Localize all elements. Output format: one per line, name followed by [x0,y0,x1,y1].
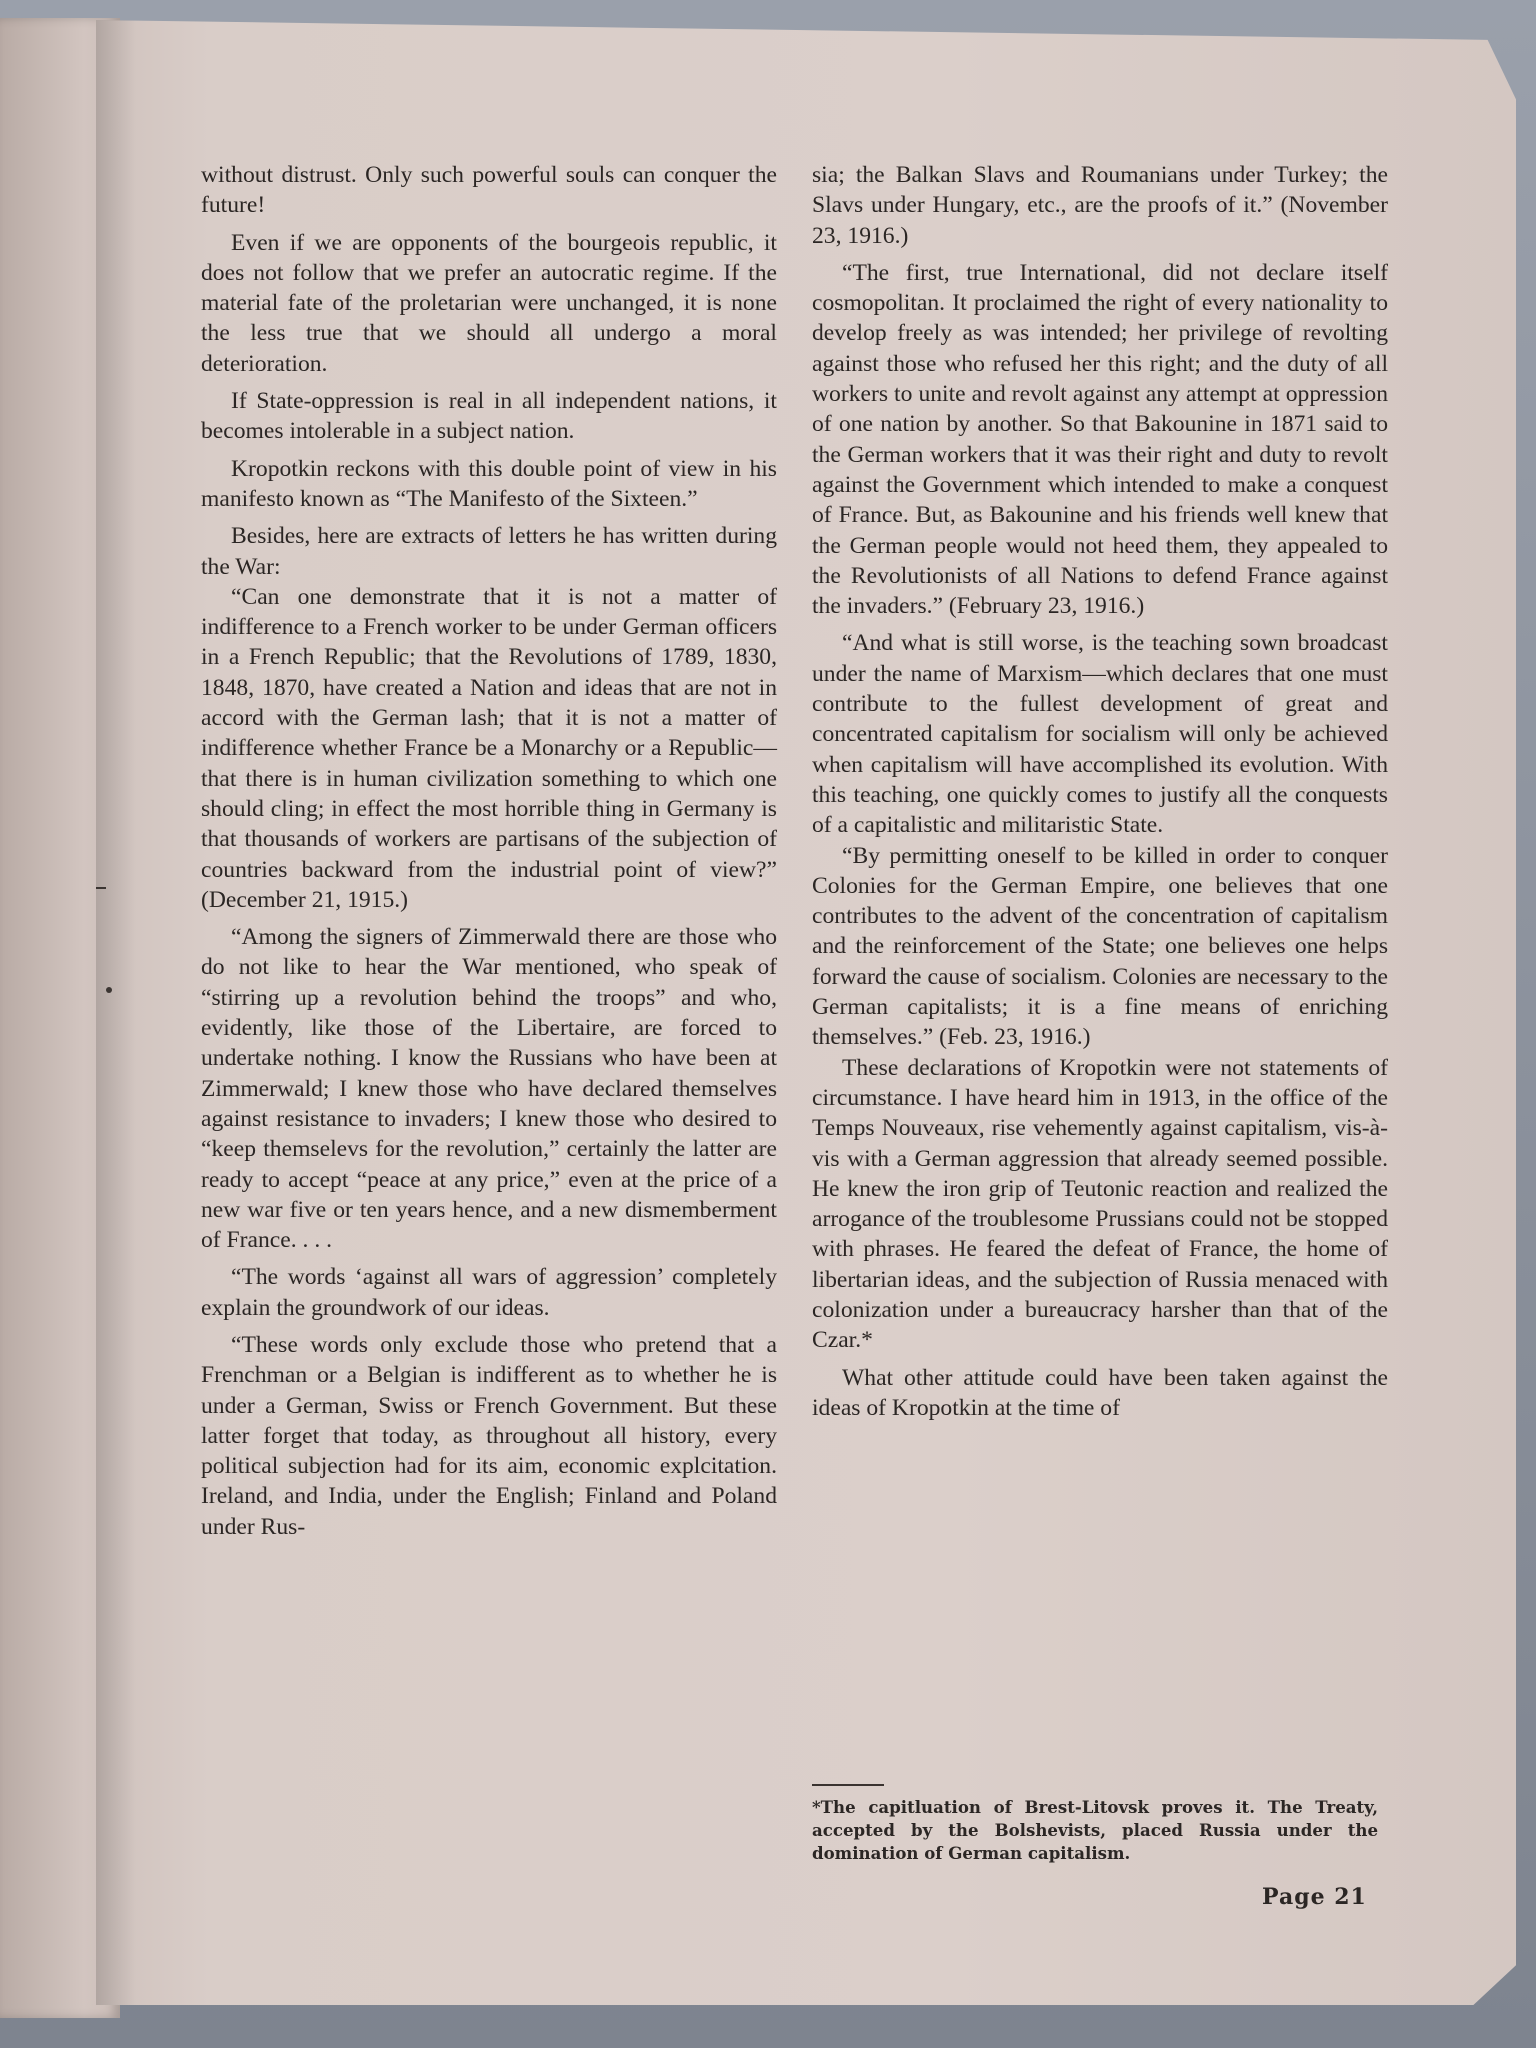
paragraph: “The first, true International, did not declare itself cosmopolitan. It proclaimed the right of every nationality to develop freely as was intended; her privilege of revolting against those who refused her this right; and the duty of all workers to unite and revolt against any attempt at oppression of one nation by another. So that Bakounine in 1871 said to the German workers that it was their right and duty to revolt against the Government which intended to make a conquest of France. But, as Bakounine and his friends well knew that the German people would not heed them, they appealed to the Revolutionists of all Nations to defend France against the invaders.” (February 23, 1916.) [812,259,1388,620]
paragraph: “Can one demonstrate that it is not a matter of indifference to a French worker to be under German officers in a French Republic; that the Revolutions of 1789, 1830, 1848, 1870, have created a Nation and ideas that are not in accord with the German lash; that it is not a matter of indifference whether France be a Monarchy or a Republic—that there is in human civilization something to which one should cling; in effect the most horrible thing in Germany is that thousands of workers are partisans of the subjection of countries backward from the industrial point of view?” (December 21, 1915.) [201,583,777,913]
paragraph: “By permitting oneself to be killed in order to conquer Colonies for the German Empire, one believes that one contributes to the advent of the concentration of capitalism and the reinforcement of the State; one believes one helps forward the cause of socialism. Colonies are necessary to the German capitalists; it is a fine means of enriching themselves.” (Feb. 23, 1916.) [812,842,1388,1051]
binding-shadow [96,20,136,2005]
paragraph: sia; the Balkan Slavs and Roumanians under Turkey; the Slavs under Hungary, etc., are the proofs of it.” (November 23, 1916.) [812,162,1388,249]
paragraph: without distrust. Only such powerful souls can conquer the future! [201,162,777,219]
staple-dot-icon [106,987,112,993]
paragraph: “Among the signers of Zimmerwald there are those who do not like to hear the War mentioned, who speak of “stirring up a revolution behind the troops” and who, evidently, like those of the Libertaire, are forced to undertake nothing. I know the Russians who have been at Zimmerwald; I knew those who have declared themselves against resistance to invaders; I knew those who desired to “keep themselevs for the revolution,” certainly the latter are ready to accept “peace at any price,” even at the price of a new war five or ten years hence, and a new dismemberment of France. . . . [201,924,777,1254]
page-number: Page 21 [1262,1884,1367,1910]
staple-mark-icon [96,887,106,889]
paragraph: Kropotkin reckons with this double point of view in his manifesto known as “The Manifesto of the Sixteen.” [201,455,777,512]
footnote-text: *The capitluation of Brest-Litovsk proves it. The Treaty, accepted by the Bolshevists, placed Russia under the domination of German capitalism. [812,1797,1378,1863]
paragraph: These declarations of Kropotkin were not statements of circumstance. I have heard him in 1913, in the office of the Temps Nouveaux, rise vehemently against capitalism, vis-à-vis with a German aggression that already seemed possible. He knew the iron grip of Teutonic reaction and realized the arrogance of the troublesome Prussians could not be stopped with phrases. He feared the defeat of France, the home of libertarian ideas, and the subjection of Russia menaced with colonization under a bureaucracy harsher than that of the Czar.* [812,1054,1388,1354]
paragraph: Besides, here are extracts of letters he has written during the War: [201,523,777,580]
paragraph: “These words only exclude those who pretend that a Frenchman or a Belgian is indifferent as to whether he is under a German, Swiss or French Government. But these latter forget that today, as throughout all history, every political subjection had for its aim, economic explcitation. Ireland, and India, under the English; Finland and Poland under Rus- [201,1331,777,1540]
paragraph: “The words ‘against all wars of aggression’ completely explain the groundwork of our ideas. [201,1264,777,1321]
footnote-rule [812,1784,884,1786]
paragraph: What other attitude could have been taken against the ideas of Kropotkin at the time of [812,1364,1388,1421]
paragraph: Even if we are opponents of the bourgeois republic, it does not follow that we prefer an autocratic regime. If the material fate of the proletarian were unchanged, it is none the less true that we should all undergo a moral deterioration. [201,229,777,377]
right-column [812,160,1388,1430]
left-column [201,160,777,1549]
footnote [812,1796,1378,1865]
paragraph: “And what is still worse, is the teaching sown broadcast under the name of Marxism—which declares that one must contribute to the fullest development of great and concentrated capitalism for socialism will only be achieved when capitalism will have accomplished its evolution. With this teaching, one quickly comes to justify all the conquests of a capitalistic and militaristic State. [812,630,1388,839]
paragraph: If State-oppression is real in all independent nations, it becomes intolerable in a subject nation. [201,388,777,445]
